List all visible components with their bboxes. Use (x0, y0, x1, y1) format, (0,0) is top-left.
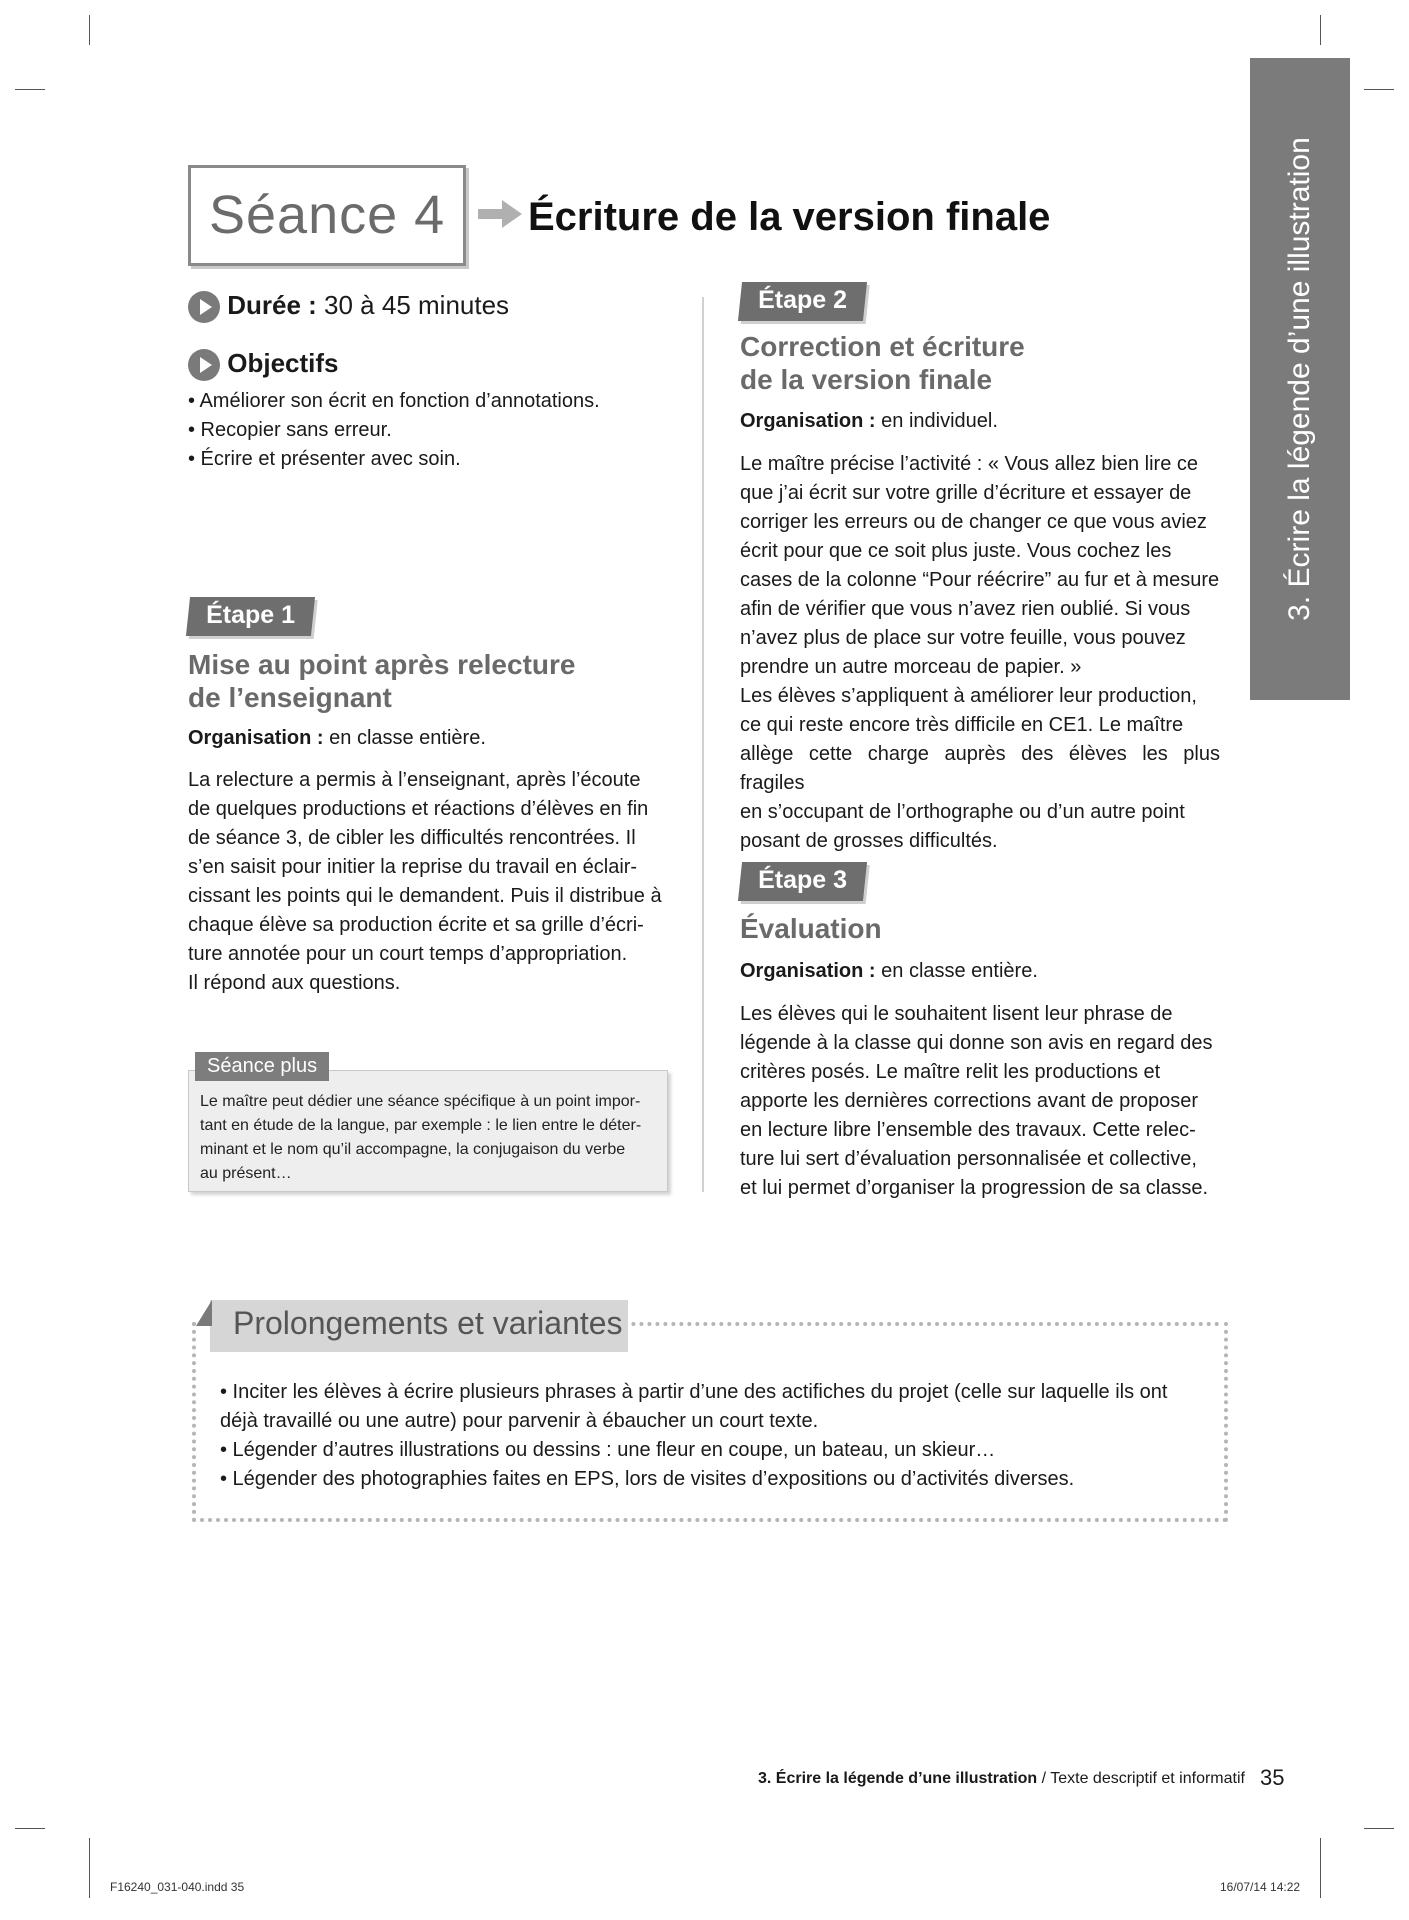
list-item: • Légender des photographies faites en EPS, lors de visites d’expositions ou d’activités diverses. (220, 1468, 1075, 1490)
etape1-badge: Étape 1 (186, 597, 315, 636)
play-bullet-icon (188, 291, 220, 323)
crop-mark (1320, 1838, 1321, 1898)
duree-value: 30 à 45 minutes (316, 290, 510, 320)
etape1-paragraph: La relecture a permis à l’enseignant, après l’écoute de quelques productions et réactions d’élèves en fin de séance 3, de cibler les difficultés rencontrées. Il s’en saisit pour initier la reprise du travail en éclair- cissant les points qui le demandent. Puis il distribue à chaque élève sa production écrite et sa grille d’écri- ture annotée pour un court temps d’appropriation. Il répond aux questions. (188, 769, 662, 994)
etape1-title: Mise au point après relecture de l’enseignant (188, 649, 576, 713)
chapter-side-tab (1250, 58, 1350, 700)
crop-mark (15, 1828, 45, 1829)
objectifs-label: Objectifs (227, 348, 339, 378)
crop-mark (89, 15, 90, 45)
etape2-paragraph: Le maître précise l’activité : « Vous allez bien lire ce que j’ai écrit sur votre grille d’écriture et essayer de corriger les erreurs ou de changer ce que vous aviez écrit pour que ce soit plus juste. Vous cochez les cases de la colonne “Pour réécrire” au fur et à mesure afin de vérifier que vous n’avez rien oublié. Si vous n’avez plus de place sur votre feuille, vous pouvez prendre un autre morceau de papier. » Les élèves s’appliquent à améliorer leur production, ce qui reste encore très difficile en CE1. Le maître allège cette charge auprès des élèves les plus fragiles en s’occupant de l’orthographe ou d’un autre point posant de grosses difficultés. (740, 453, 1220, 852)
crop-mark (1320, 15, 1321, 45)
list-item: • Écrire et présenter avec soin. (188, 448, 461, 470)
crop-mark (89, 1838, 90, 1898)
play-bullet-icon (188, 349, 220, 381)
etape3-badge: Étape 3 (738, 862, 867, 901)
seance-plus-text: Le maître peut dédier une séance spécifique à un point impor- tant en étude de la langue, par exemple : le lien entre le déter- minant et le nom qu’il accompagne, la conjugaison du verbe au présent… (200, 1093, 642, 1182)
slug-file: F16240_031-040.indd 35 (110, 1880, 245, 1894)
objectifs-list (188, 387, 600, 474)
etape3-organisation: Organisation : en classe entière. (740, 960, 1038, 982)
crop-mark (1364, 1828, 1394, 1829)
prolongements-tab-corner (196, 1300, 212, 1326)
prolongements-title: Prolongements et variantes (233, 1305, 623, 1341)
arrow-right-icon (478, 200, 522, 228)
seance-number-box (188, 165, 466, 266)
list-item: • Recopier sans erreur. (188, 419, 392, 441)
objectifs-heading (188, 348, 338, 381)
prolongements-list (220, 1378, 1200, 1494)
etape2-organisation: Organisation : en individuel. (740, 410, 998, 432)
seance-plus-label: Séance plus (195, 1052, 329, 1081)
slug-date: 16/07/14 14:22 (1220, 1880, 1301, 1894)
etape1-organisation: Organisation : en classe entière. (188, 727, 486, 749)
crop-mark (1364, 89, 1394, 90)
list-item: • Inciter les élèves à écrire plusieurs phrases à partir d’une des actifiches du projet (celle sur laquelle ils ont (220, 1381, 1168, 1403)
chapter-side-tab-label: 3. Écrire la légende d’une illustration (1283, 137, 1316, 621)
duree-label: Durée : (227, 290, 317, 320)
duree-line (188, 290, 509, 323)
list-item: • Légender d’autres illustrations ou dessins : une fleur en coupe, un bateau, un skieur… (220, 1439, 996, 1461)
seance-label: Séance 4 (209, 185, 446, 245)
page-number: 35 (1260, 1765, 1285, 1790)
list-item: • Améliorer son écrit en fonction d’annotations. (188, 390, 600, 412)
etape2-badge: Étape 2 (738, 282, 867, 321)
page-title: Écriture de la version finale (528, 195, 1051, 239)
etape3-title: Évaluation (740, 913, 882, 944)
crop-mark (15, 89, 45, 90)
etape3-paragraph: Les élèves qui le souhaitent lisent leur phrase de légende à la classe qui donne son avis en regard des critères posés. Le maître relit les productions et apporte les dernières corrections avant de proposer en lecture libre l’ensemble des travaux. Cette relec- ture lui sert d’évaluation personnalisée et collective, et lui permet d’organiser la progression de sa classe. (740, 1003, 1213, 1199)
list-item: déjà travaillé ou une autre) pour parvenir à ébaucher un court texte. (220, 1410, 819, 1432)
etape2-title: Correction et écriture de la version finale (740, 331, 1025, 395)
footer-chapter: 3. Écrire la légende d’une illustration / Texte descriptif et informatif (758, 1770, 1245, 1787)
column-divider (702, 297, 704, 1192)
